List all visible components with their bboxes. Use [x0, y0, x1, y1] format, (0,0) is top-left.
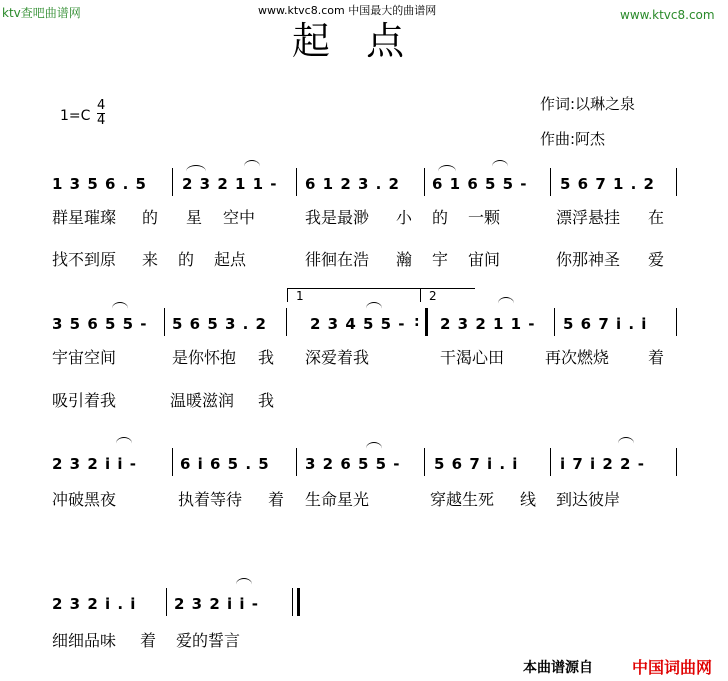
- key-signature: 1=C: [60, 108, 91, 124]
- lyric: 找不到原: [52, 250, 117, 269]
- measure: 3 5 6 5 5 -: [52, 315, 148, 333]
- credit-label: 本曲谱源自: [523, 660, 593, 676]
- source-site-right: www.ktvc8.com: [620, 8, 715, 22]
- lyric: 小: [396, 208, 413, 227]
- lyric: 我: [258, 348, 275, 367]
- measure: 2 3 2 i . i: [52, 595, 137, 613]
- slur: [236, 578, 252, 591]
- measure: 3 2 6 5 5 -: [305, 455, 401, 473]
- lyric: 在: [648, 208, 665, 227]
- source-site-center: www.ktvc8.com 中国最大的曲谱网: [258, 4, 437, 17]
- lyric: 宇宙空间: [52, 348, 117, 367]
- final-barline-thin: [292, 588, 293, 616]
- slur: [116, 437, 132, 450]
- lyric: 漂浮悬挂: [556, 208, 621, 227]
- slur: [498, 297, 514, 310]
- barline: [676, 448, 677, 476]
- lyric: 的: [178, 250, 195, 269]
- lyric: 冲破黑夜: [52, 490, 117, 509]
- barline: [164, 308, 165, 336]
- slur: [618, 437, 634, 450]
- slur: [186, 165, 206, 178]
- lyric: 是你怀抱: [172, 348, 237, 367]
- slur: [438, 165, 456, 178]
- lyric: 宇: [432, 250, 449, 269]
- barline: [296, 448, 297, 476]
- lyric: 来: [142, 250, 159, 269]
- measure: 5 6 7 i . i: [434, 455, 519, 473]
- repeat-dots: :: [414, 314, 421, 330]
- lyric: 爱的誓言: [176, 631, 241, 650]
- lyric: 空中: [223, 208, 256, 227]
- barline: [296, 168, 297, 196]
- song-title: 起 点: [292, 19, 417, 63]
- barline: [424, 168, 425, 196]
- lyric: 爱: [648, 250, 665, 269]
- final-barline-thick: [297, 588, 300, 616]
- lyric: 的: [432, 208, 449, 227]
- lyric: 深爱着我: [305, 348, 370, 367]
- lyric: 群星璀璨: [52, 208, 117, 227]
- measure: 2 3 4 5 5 -: [310, 315, 406, 333]
- measure: 6 1 6 5 5 -: [432, 175, 528, 193]
- measure: 6 i 6 5 . 5: [180, 455, 270, 473]
- lyric: 着: [140, 631, 157, 650]
- slur: [112, 302, 128, 315]
- lyric: 线: [520, 490, 537, 509]
- source-site-left: ktv查吧曲谱网: [2, 6, 81, 20]
- barline: [550, 168, 551, 196]
- lyric: 你那神圣: [556, 250, 621, 269]
- lyric: 起点: [214, 250, 247, 269]
- measure: 2 3 2 i i -: [52, 455, 137, 473]
- lyric: 我是最渺: [305, 208, 370, 227]
- measure: 5 6 5 3 . 2: [172, 315, 267, 333]
- lyric: 干渴心田: [440, 348, 505, 367]
- lyric: 徘徊在浩: [305, 250, 370, 269]
- slur: [492, 160, 508, 173]
- time-signature: [97, 99, 105, 128]
- barline: [676, 308, 677, 336]
- barline: [286, 308, 287, 336]
- time-signature-top: 4: [97, 98, 106, 113]
- barline: [554, 308, 555, 336]
- lyric: 细细品味: [52, 631, 117, 650]
- measure: 1 3 5 6 . 5: [52, 175, 147, 193]
- lyric: 瀚: [396, 250, 413, 269]
- lyric: 到达彼岸: [556, 490, 621, 509]
- time-signature-bottom: 4: [97, 113, 106, 128]
- lyric: 的: [142, 208, 159, 227]
- repeat-barline: [425, 308, 428, 336]
- barline: [676, 168, 677, 196]
- lyric: 宙间: [468, 250, 501, 269]
- lyric: 生命星光: [305, 490, 370, 509]
- barline: [424, 448, 425, 476]
- lyric: 星: [186, 208, 203, 227]
- slur: [366, 442, 382, 455]
- measure: 2 3 2 i i -: [174, 595, 259, 613]
- measure: 5 6 7 1 . 2: [560, 175, 655, 193]
- lyric: 着: [268, 490, 285, 509]
- barline: [166, 588, 167, 616]
- lyric: 穿越生死: [430, 490, 495, 509]
- measure: 5 6 7 i . i: [563, 315, 648, 333]
- lyric: 执着等待: [178, 490, 243, 509]
- barline: [550, 448, 551, 476]
- volta-second-ending: 2: [420, 288, 475, 302]
- lyric: 温暖滋润: [170, 391, 235, 410]
- barline: [172, 168, 173, 196]
- lyric: 我: [258, 391, 275, 410]
- lyricist-credit: 作词:以琳之泉: [540, 95, 636, 113]
- slur: [244, 160, 260, 173]
- measure: 2 3 2 1 1 -: [440, 315, 536, 333]
- measure: 2 3 2 1 1 -: [182, 175, 278, 193]
- lyric: 一颗: [468, 208, 501, 227]
- credit-site-link[interactable]: 中国词曲网: [632, 658, 713, 677]
- slur: [366, 302, 382, 315]
- measure: 6 1 2 3 . 2: [305, 175, 400, 193]
- composer-credit: 作曲:阿杰: [540, 130, 606, 148]
- barline: [172, 448, 173, 476]
- lyric: 吸引着我: [52, 391, 117, 410]
- lyric: 着: [648, 348, 665, 367]
- lyric: 再次燃烧: [545, 348, 610, 367]
- volta-first-ending: 1: [287, 288, 422, 302]
- measure: i 7 i 2 2 -: [560, 455, 645, 473]
